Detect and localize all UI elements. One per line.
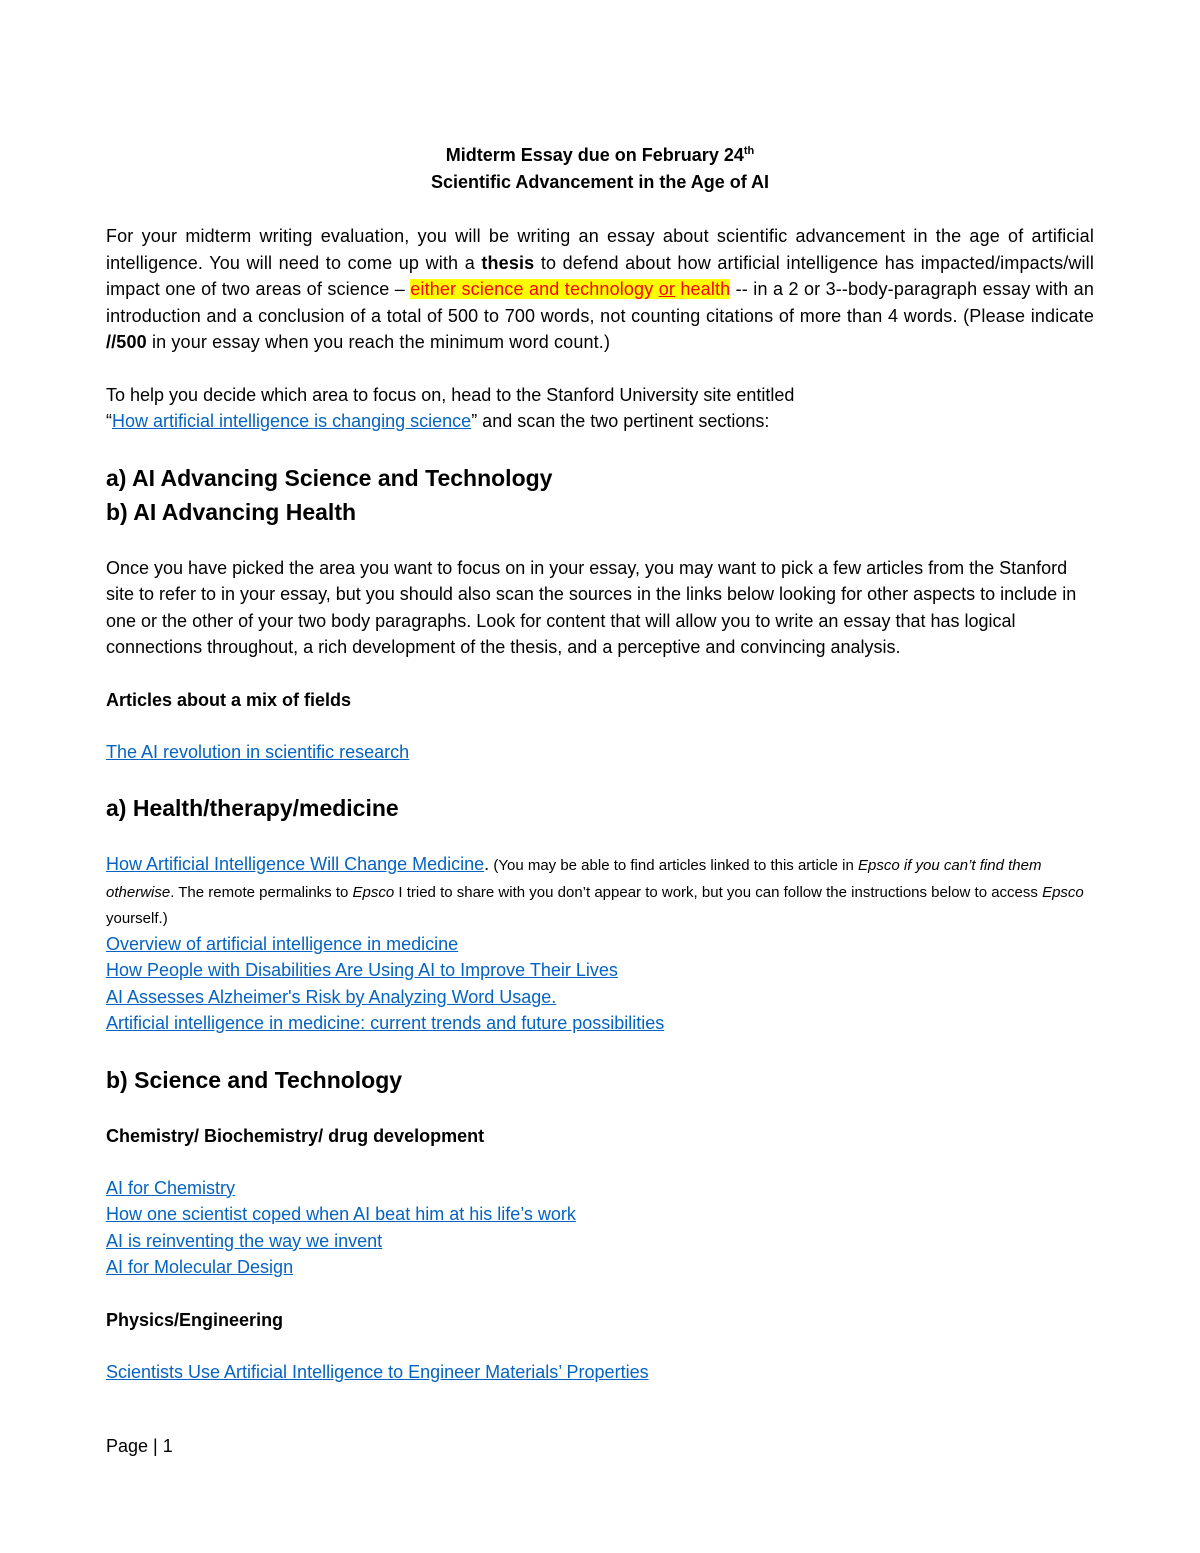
guidance-paragraph: Once you have picked the area you want to focus on in your essay, you may want to pick a few articles from the Stanford site to refer to in your essay, but you should also scan the sources in the links below looking for other aspects to include in one or the other of your two body paragraphs. Look for content that will allow you to write an essay that has logical connections throughout, a rich development of the thesis, and a perceptive and convincing analysis.: [106, 557, 1077, 657]
section-heading-health: b) AI Advancing Health: [106, 498, 357, 525]
list-item: [106, 984, 1094, 1011]
stanford-site-link[interactable]: How artificial intelligence is changing science: [112, 411, 472, 431]
list-item: [106, 1175, 1094, 1202]
link-ai-revolution[interactable]: The AI revolution in scientific research: [106, 741, 410, 762]
link-ai-chemistry[interactable]: AI for Chemistry: [106, 1177, 236, 1198]
list-item: [106, 1201, 1094, 1228]
mix-fields-links: [106, 739, 1094, 766]
highlight-text-2: health: [675, 279, 731, 299]
chemistry-links: [106, 1175, 1094, 1281]
title-main-text: Midterm Essay due on February 24: [445, 145, 744, 165]
list-item: [106, 1010, 1094, 1037]
note-epsco-1: Epsco: [858, 857, 900, 874]
help-paragraph: [106, 382, 1094, 435]
intro-text-4: in your essay when you reach the minimum word count.): [146, 332, 611, 352]
note-period: .: [484, 854, 490, 874]
link-ai-medicine-trends[interactable]: Artificial intelligence in medicine: current trends and future possibilities: [106, 1013, 665, 1033]
highlight-or: or: [658, 279, 676, 299]
title-line-2: Scientific Advancement in the Age of AI: [430, 172, 770, 192]
top-sections: [106, 461, 1094, 529]
note-epsco-3: Epsco: [1042, 883, 1084, 901]
note-epsco-2: Epsco: [352, 883, 395, 901]
link-ai-change-medicine[interactable]: How Artificial Intelligence Will Change Medicine: [106, 854, 485, 874]
mix-fields-heading: Articles about a mix of fields: [106, 689, 352, 710]
link-engineer-materials[interactable]: Scientists Use Artificial Intelligence to Engineer Materials’ Properties: [106, 1361, 649, 1382]
list-item: [106, 1228, 1094, 1255]
physics-links: [106, 1359, 1094, 1386]
thesis-word: thesis: [481, 252, 535, 273]
list-item: [106, 931, 1094, 958]
note-text-b: if you can’t find them otherwise: [106, 857, 1042, 901]
link-disabilities-ai[interactable]: How People with Disabilities Are Using AI to Improve Their Lives: [106, 960, 618, 980]
title-line-1: [106, 142, 1094, 169]
section-heading-science-technology: a) AI Advancing Science and Technology: [106, 464, 553, 491]
intro-text-2: to defend about how artificial intelligence has impacted/impacts/will impact one of two areas of science –: [106, 252, 1094, 299]
link-overview-ai-medicine[interactable]: Overview of artificial intelligence in medicine: [106, 933, 459, 954]
health-heading: a) Health/therapy/medicine: [106, 795, 399, 821]
help-text-1: To help you decide which area to focus on, head to the Stanford University site entitled: [106, 384, 795, 405]
list-item: [106, 957, 1094, 984]
scitech-heading: b) Science and Technology: [106, 1066, 403, 1093]
highlighted-choice: [410, 279, 730, 299]
highlight-text-1: either science and technology: [410, 279, 659, 299]
health-first-item: [106, 851, 1094, 931]
link-ai-reinventing[interactable]: AI is reinventing the way we invent: [106, 1230, 383, 1251]
page-number-footer: Page | 1: [106, 1436, 173, 1456]
word-count-marker: //500: [106, 332, 147, 352]
note-text-a: (You may be able to find articles linked to this article in: [489, 857, 858, 874]
note-text-d: I tried to share with you don’t appear to work, but you can follow the instructions below to access: [394, 883, 1043, 901]
health-links: [106, 851, 1094, 1037]
list-item: [106, 1254, 1094, 1281]
note-text-c: . The remote permalinks to: [170, 883, 353, 901]
link-ai-molecular-design[interactable]: AI for Molecular Design: [106, 1257, 294, 1277]
link-alzheimers-ai[interactable]: AI Assesses Alzheimer's Risk by Analyzing Word Usage.: [106, 986, 557, 1007]
physics-heading: Physics/Engineering: [106, 1309, 284, 1330]
note-text-e: yourself.): [106, 910, 168, 927]
help-text-2: ” and scan the two pertinent sections:: [471, 411, 770, 431]
intro-paragraph: [106, 223, 1094, 356]
title-superscript: th: [743, 145, 755, 157]
link-scientist-coped[interactable]: How one scientist coped when AI beat him at his life’s work: [106, 1204, 576, 1224]
document-body: [106, 142, 1094, 1385]
intro-text-3: -- in a 2 or 3--body-paragraph essay with an introduction and a conclusion of a total of 500 to 700 words, not counting citations of more than 4 words. (Please indicate: [106, 279, 1094, 326]
chemistry-heading: Chemistry/ Biochemistry/ drug development: [106, 1125, 485, 1146]
help-open-quote: “: [106, 411, 112, 431]
list-item: [106, 1359, 1094, 1386]
intro-text-1: For your midterm writing evaluation, you will be writing an essay about scientific advancement in the age of artificial intelligence. You will need to come up with a: [106, 226, 1094, 273]
